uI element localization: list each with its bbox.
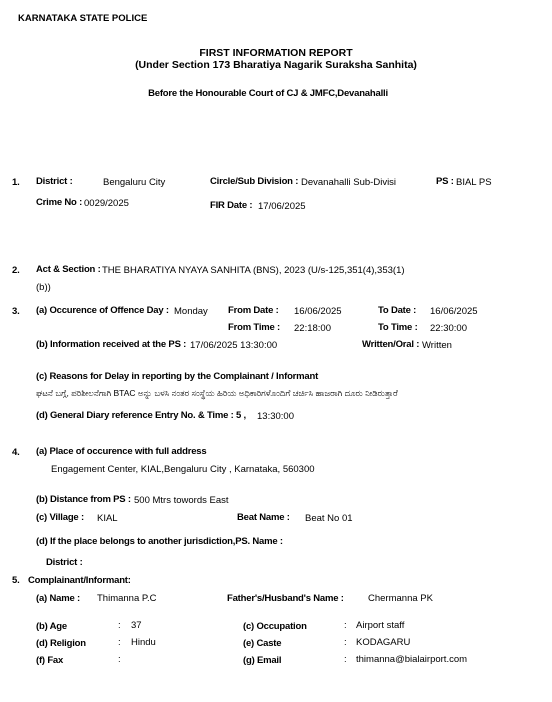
circle-label: Circle/Sub Division :: [210, 176, 299, 187]
diary-ref-label: (d) General Diary reference Entry No. & Time : 5 ,: [36, 410, 246, 421]
act-section-value-continued: (b)): [36, 282, 51, 293]
section-5-number: 5.: [12, 575, 20, 586]
delay-reason-label: (c) Reasons for Delay in reporting by the Complainant / Informant: [36, 371, 319, 382]
court-line: Before the Honourable Court of CJ & JMFC,Devanahalli: [148, 88, 388, 99]
jurisdiction-label: (d) If the place belongs to another jurisdiction,PS. Name :: [36, 536, 283, 547]
name-label: (a) Name :: [36, 593, 80, 604]
info-received-label: (b) Information received at the PS :: [36, 339, 187, 350]
father-name-value: Chermanna PK: [368, 593, 433, 604]
age-label: (b) Age: [36, 621, 67, 632]
religion-label: (d) Religion: [36, 638, 86, 649]
report-subtitle: (Under Section 173 Bharatiya Nagarik Suraksha Sanhita): [135, 59, 417, 71]
from-date-value: 16/06/2025: [294, 306, 342, 317]
section-1-number: 1.: [12, 177, 20, 188]
jurisdiction-district-label: District :: [46, 557, 83, 568]
offence-day-label: (a) Occurence of Offence Day :: [36, 305, 169, 316]
crime-label: Crime No :: [36, 197, 83, 208]
email-value: thimanna@bialairport.com: [356, 654, 468, 665]
from-date-label: From Date :: [228, 305, 279, 316]
written-oral-value: Written: [422, 340, 452, 351]
age-colon: :: [118, 620, 121, 631]
circle-value: Devanahalli Sub-Divisi: [301, 177, 397, 188]
act-section-label: Act & Section :: [36, 264, 101, 275]
written-oral-label: Written/Oral :: [362, 339, 420, 350]
religion-colon: :: [118, 637, 121, 648]
occupation-colon: :: [344, 620, 347, 631]
father-name-label: Father's/Husband's Name :: [227, 593, 344, 604]
occupation-label: (c) Occupation: [243, 621, 307, 632]
complainant-label: Complainant/Informant:: [28, 575, 131, 586]
distance-label: (b) Distance from PS :: [36, 494, 131, 505]
fir-date-value: 17/06/2025: [258, 201, 306, 212]
crime-value: 0029/2025: [84, 198, 129, 209]
diary-ref-value: 13:30:00: [257, 411, 294, 422]
district-value: Bengaluru City: [103, 177, 166, 188]
report-title: FIRST INFORMATION REPORT: [199, 47, 353, 59]
to-date-label: To Date :: [378, 305, 417, 316]
caste-colon: :: [344, 637, 347, 648]
delay-reason-value: ಘಟನೆ ಬಗ್ಗೆ, ಪರಿಶೀಲನೆಗಾಗಿ BTAC ಅನ್ನು ಬಳಸಿ ನಂತರ ಸಂಸ್ಥೆಯ ಹಿರಿಯ ಅಧಿಕಾರಿಗಳೊಂದಿಗೆ ಚರ್ಚಿಸಿ ಹಾಜರಾಗಿ ದೂರು ನೀಡಿರುತ್ತಾರೆ: [36, 388, 398, 398]
distance-value: 500 Mtrs towords East: [134, 495, 229, 506]
beat-label: Beat Name :: [237, 512, 290, 523]
email-colon: :: [344, 654, 347, 665]
fir-date-label: FIR Date :: [210, 200, 253, 211]
caste-label: (e) Caste: [243, 638, 282, 649]
section-3-number: 3.: [12, 306, 20, 317]
section-4-number: 4.: [12, 447, 20, 458]
fax-colon: :: [118, 654, 121, 665]
info-received-value: 17/06/2025 13:30:00: [190, 340, 278, 351]
fax-label: (f) Fax: [36, 655, 64, 666]
caste-value: KODAGARU: [356, 637, 411, 648]
to-time-label: To Time :: [378, 322, 418, 333]
to-date-value: 16/06/2025: [430, 306, 478, 317]
to-time-value: 22:30:00: [430, 323, 467, 334]
offence-day-value: Monday: [174, 306, 208, 317]
act-section-value: THE BHARATIYA NYAYA SANHITA (BNS), 2023 (U/s-125,351(4),353(1): [102, 265, 405, 276]
ps-value: BIAL PS: [456, 177, 492, 188]
email-label: (g) Email: [243, 655, 282, 666]
from-time-value: 22:18:00: [294, 323, 331, 334]
org-name: KARNATAKA STATE POLICE: [18, 13, 148, 24]
name-value: Thimanna P.C: [97, 593, 157, 604]
occupation-value: Airport staff: [356, 620, 405, 631]
place-value: Engagement Center, KIAL,Bengaluru City , Karnataka, 560300: [51, 464, 315, 475]
age-value: 37: [131, 620, 142, 631]
ps-label: PS :: [436, 176, 454, 187]
from-time-label: From Time :: [228, 322, 280, 333]
district-label: District :: [36, 176, 73, 187]
village-label: (c) Village :: [36, 512, 84, 523]
place-label: (a) Place of occurence with full address: [36, 446, 207, 457]
beat-value: Beat No 01: [305, 513, 353, 524]
section-2-number: 2.: [12, 265, 20, 276]
religion-value: Hindu: [131, 637, 156, 648]
village-value: KIAL: [97, 513, 118, 524]
